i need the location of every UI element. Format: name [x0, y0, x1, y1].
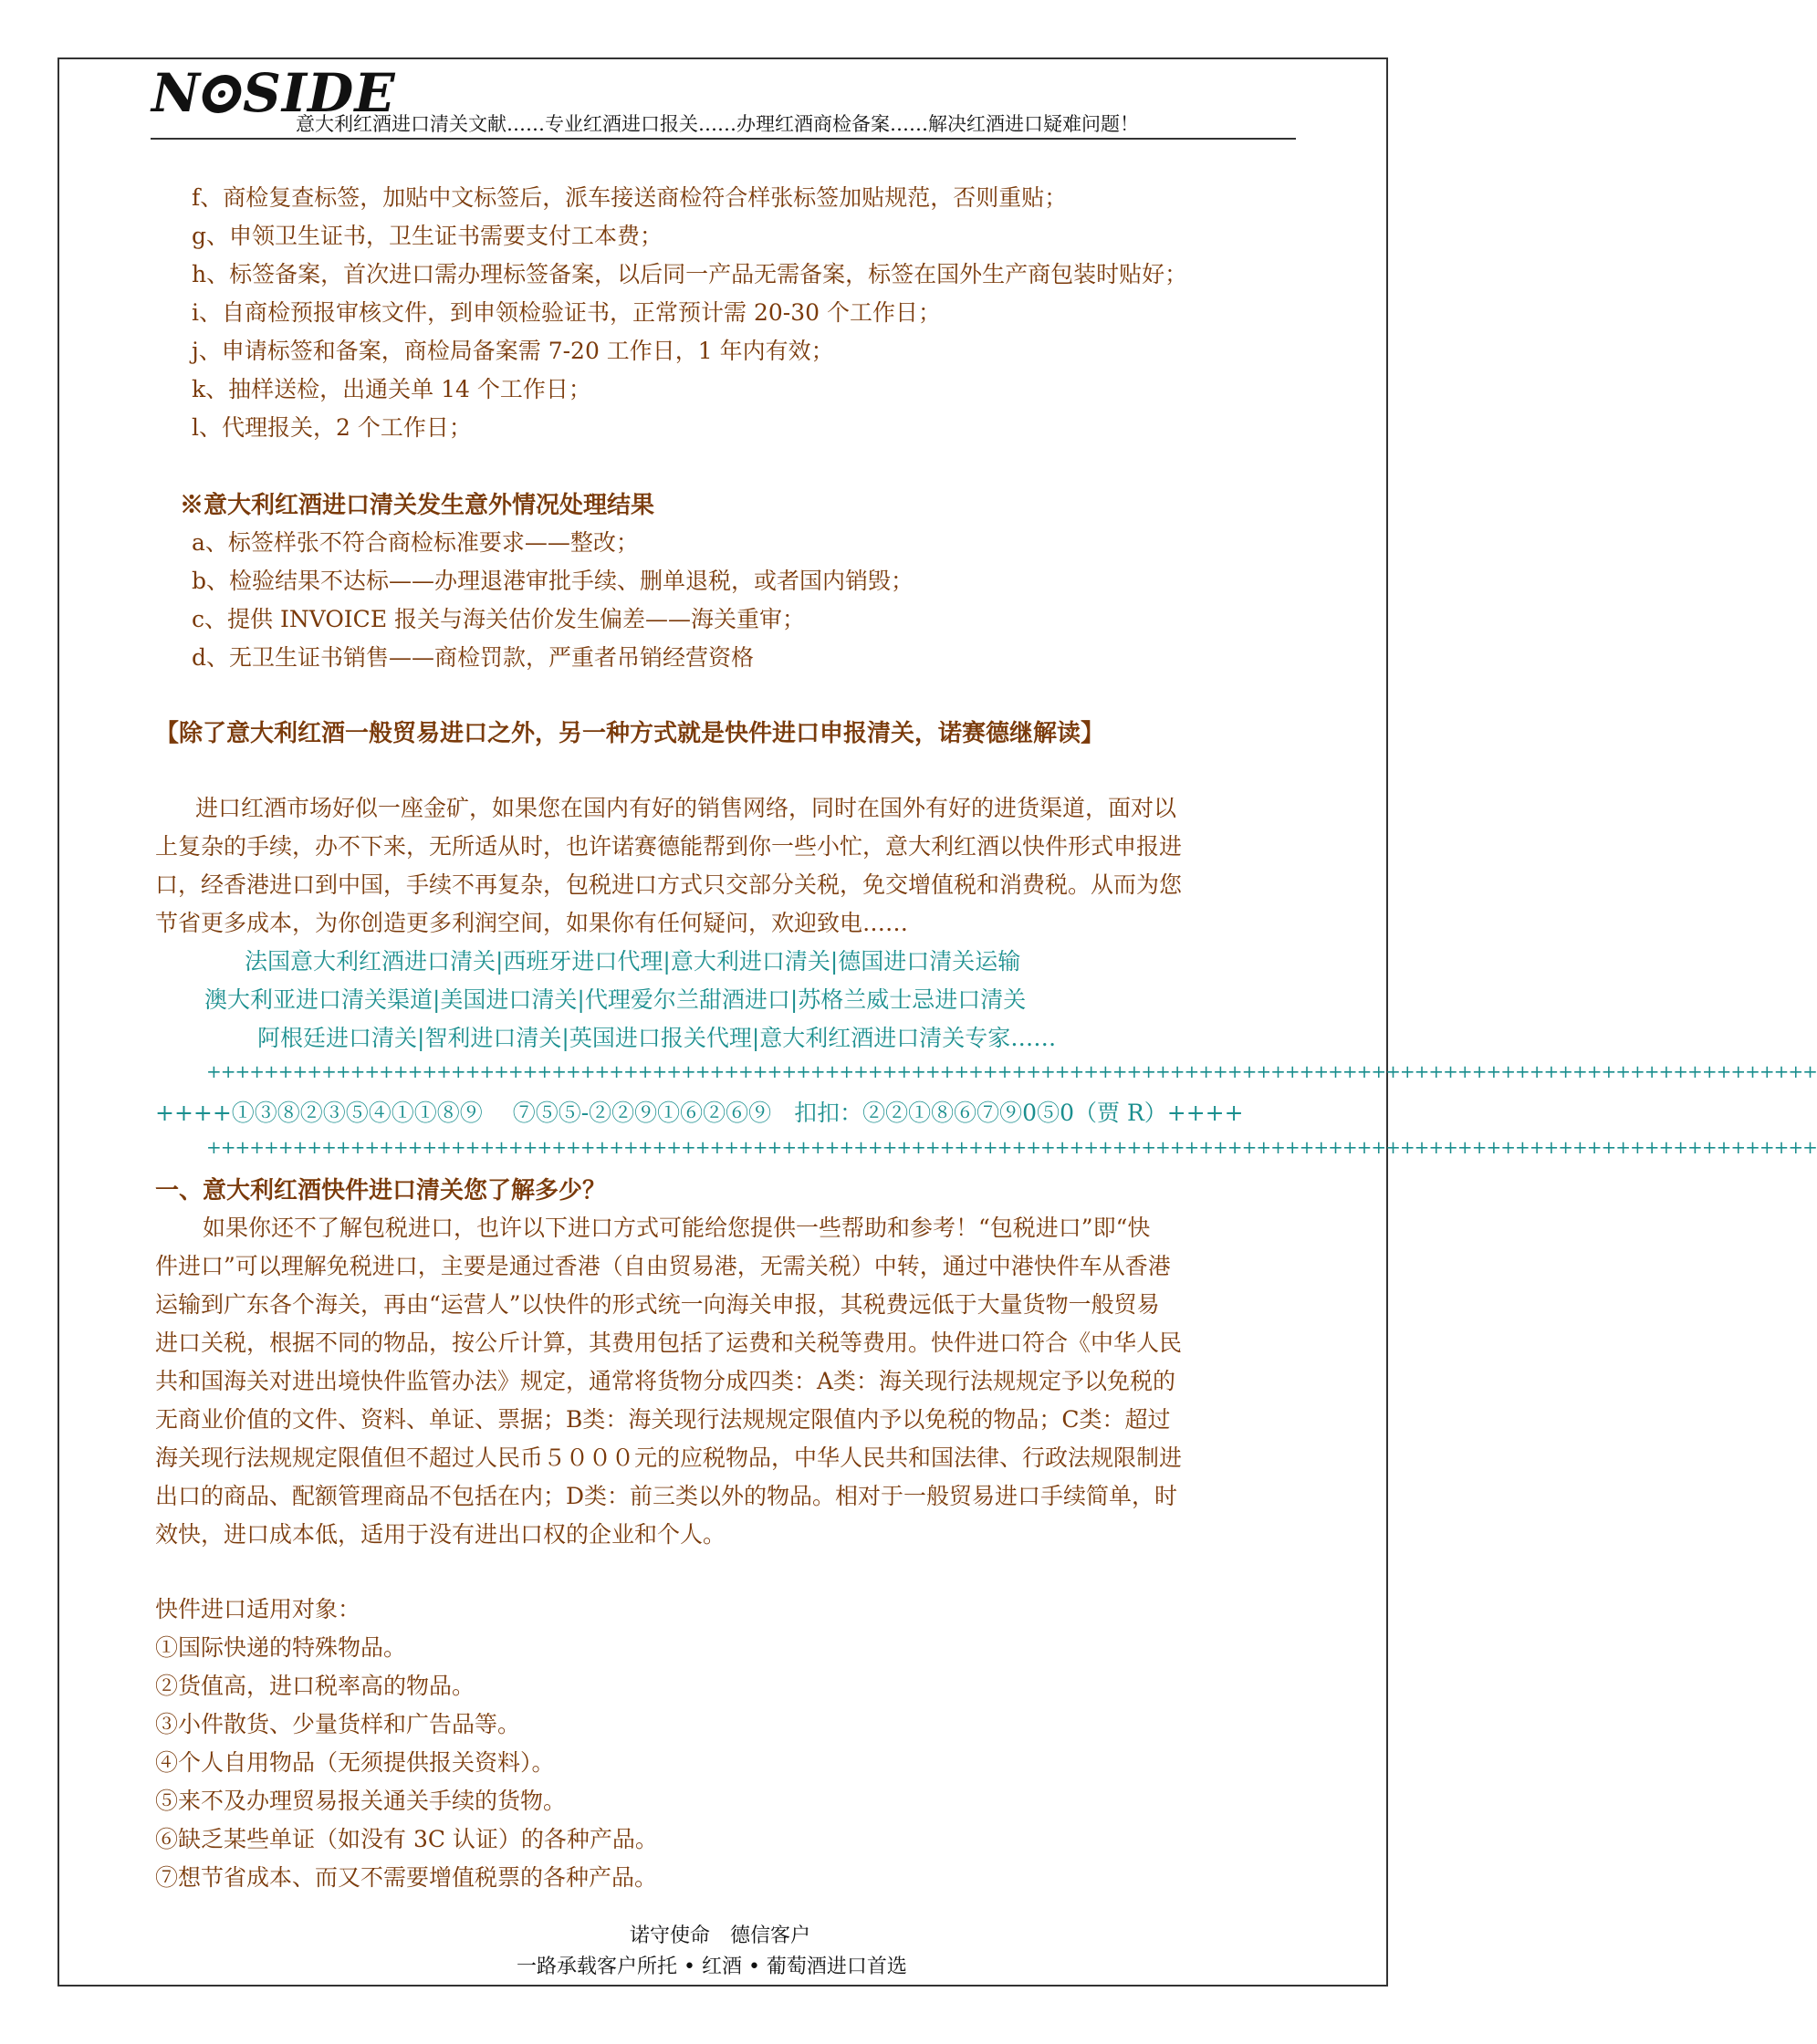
applicable-item: ①国际快递的特殊物品。 — [155, 1634, 407, 1661]
applicable-item: ⑦想节省成本、而又不需要增值税票的各种产品。 — [155, 1864, 658, 1891]
noside-logo: N SIDE — [151, 62, 396, 124]
service-links-row[interactable]: 法国意大利红酒进口清关|西班牙进口代理|意大利进口清关|德国进口清关运输 — [245, 948, 1021, 975]
express-banner: 【除了意大利红酒一般贸易进口之外，另一种方式就是快件进口申报清关，诺赛德继解读】 — [155, 720, 1105, 747]
step-item: h、标签备案，首次进口需办理标签备案，以后同一产品无需备案，标签在国外生产商包装时贴好； — [192, 261, 1188, 287]
intro-paragraph-line: 口，经香港进口到中国，手续不再复杂，包税进口方式只交部分关税，免交增值税和消费税。从而为您 — [155, 871, 1183, 898]
applicable-item: ⑤来不及办理贸易报关通关手续的货物。 — [155, 1788, 567, 1814]
intro-paragraph-line: 上复杂的手续，办不下来，无所适从时，也许诺赛德能帮到你一些小忙，意大利红酒以快件形式申报进 — [155, 833, 1183, 860]
section-one-paragraph-line: 海关现行法规规定限值但不超过人民币５０００元的应税物品，中华人民共和国法律、行政法规限制进 — [155, 1444, 1183, 1471]
footer-tagline: 一路承载客户所托 • 红酒 • 葡萄酒进口首选 — [517, 1955, 907, 1978]
plus-separator-bottom: ++++++++++++++++++++++++++++++++++++++++++++++++++++++++++++++++++++++++++++++++++++++++++++++++++++++++++++++++ — [206, 1136, 1817, 1158]
incident-item: b、检验结果不达标——办理退港审批手续、删单退税，或者国内销毁； — [192, 568, 914, 594]
section-one-paragraph-line: 效快，进口成本低，适用于没有进出口权的企业和个人。 — [155, 1521, 726, 1548]
step-item: k、抽样送检，出通关单 14 个工作日； — [192, 376, 591, 402]
section-one-paragraph-line: 运输到广东各个海关，再由“运营人”以快件的形式统一向海关申报，其税费远低于大量货物一般贸易 — [155, 1291, 1160, 1318]
applicable-item: ⑥缺乏某些单证（如没有 3C 认证）的各种产品。 — [155, 1826, 658, 1852]
logo-o-mark — [199, 75, 244, 113]
section-one-paragraph-line: 如果你还不了解包税进口，也许以下进口方式可能给您提供一些帮助和参考！“包税进口”即“快 — [203, 1215, 1151, 1241]
plus-separator-top: ++++++++++++++++++++++++++++++++++++++++++++++++++++++++++++++++++++++++++++++++++++++++++++++++++++++++++++++++ — [206, 1060, 1817, 1082]
section-one-paragraph-line: 共和国海关对进出境快件监管办法》规定，通常将货物分成四类：A类：海关现行法规规定予以免税的 — [155, 1368, 1176, 1394]
applicable-item: ④个人自用物品（无须提供报关资料）。 — [155, 1749, 555, 1776]
intro-paragraph-line: 进口红酒市场好似一座金矿，如果您在国内有好的销售网络，同时在国外有好的进货渠道，面对以 — [195, 795, 1177, 821]
footer-motto: 诺守使命 德信客户 — [630, 1924, 811, 1947]
service-links-row[interactable]: 澳大利亚进口清关渠道|美国进口清关|代理爱尔兰甜酒进口|苏格兰威士忌进口清关 — [204, 986, 1027, 1013]
section-one-paragraph-line: 进口关税，根据不同的物品，按公斤计算，其费用包括了运费和关税等费用。快件进口符合《中华人民 — [155, 1330, 1183, 1356]
step-item: j、申请标签和备案，商检局备案需 7-20 工作日，1 年内有效； — [192, 338, 834, 364]
intro-paragraph-line: 节省更多成本，为你创造更多利润空间，如果你有任何疑问，欢迎致电…… — [155, 910, 909, 936]
section-one-paragraph-line: 无商业价值的文件、资料、单证、票据；B类：海关现行法规规定限值内予以免税的物品；C类：超过 — [155, 1406, 1171, 1433]
applicable-item: ③小件散货、少量货样和广告品等。 — [155, 1711, 521, 1737]
incident-item: c、提供 INVOICE 报关与海关估价发生偏差——海关重审； — [192, 606, 806, 632]
section-one-paragraph-line: 出口的商品、配额管理商品不包括在内；D类：前三类以外的物品。相对于一般贸易进口手续简单，时 — [155, 1483, 1178, 1509]
step-item: i、自商检预报审核文件，到申领检验证书，正常预计需 20-30 个工作日； — [192, 299, 941, 326]
contact-line: ++++①③⑧②③⑤④①①⑧⑨ ⑦⑤⑤-②②⑨①⑥②⑥⑨ 扣扣：②②①⑧⑥⑦⑨0⑤0（贾 R）++++ — [155, 1100, 1244, 1126]
applicable-heading: 快件进口适用对象： — [155, 1596, 361, 1622]
step-item: f、商检复查标签，加贴中文标签后，派车接送商检符合样张标签加贴规范，否则重贴； — [192, 184, 1068, 211]
service-links-row[interactable]: 阿根廷进口清关|智利进口清关|英国进口报关代理|意大利红酒进口清关专家…… — [257, 1025, 1057, 1051]
incident-item: d、无卫生证书销售——商检罚款，严重者吊销经营资格 — [192, 644, 755, 671]
section-one-heading: 一、意大利红酒快件进口清关您了解多少？ — [155, 1177, 607, 1204]
section-one-paragraph-line: 件进口”可以理解免税进口，主要是通过香港（自由贸易港，无需关税）中转，通过中港快件车从香港 — [155, 1253, 1171, 1279]
applicable-item: ②货值高，进口税率高的物品。 — [155, 1673, 475, 1699]
incidents-heading: ※意大利红酒进口清关发生意外情况处理结果 — [180, 492, 655, 519]
step-item: g、申领卫生证书，卫生证书需要支付工本费； — [192, 223, 663, 249]
step-item: l、代理报关，2 个工作日； — [192, 414, 472, 441]
header-slogan: 意大利红酒进口清关文献……专业红酒进口报关……办理红酒商检备案……解决红酒进口疑难问题！ — [296, 113, 1139, 135]
header-divider — [151, 138, 1296, 140]
incident-item: a、标签样张不符合商检标准要求——整改； — [192, 529, 639, 556]
